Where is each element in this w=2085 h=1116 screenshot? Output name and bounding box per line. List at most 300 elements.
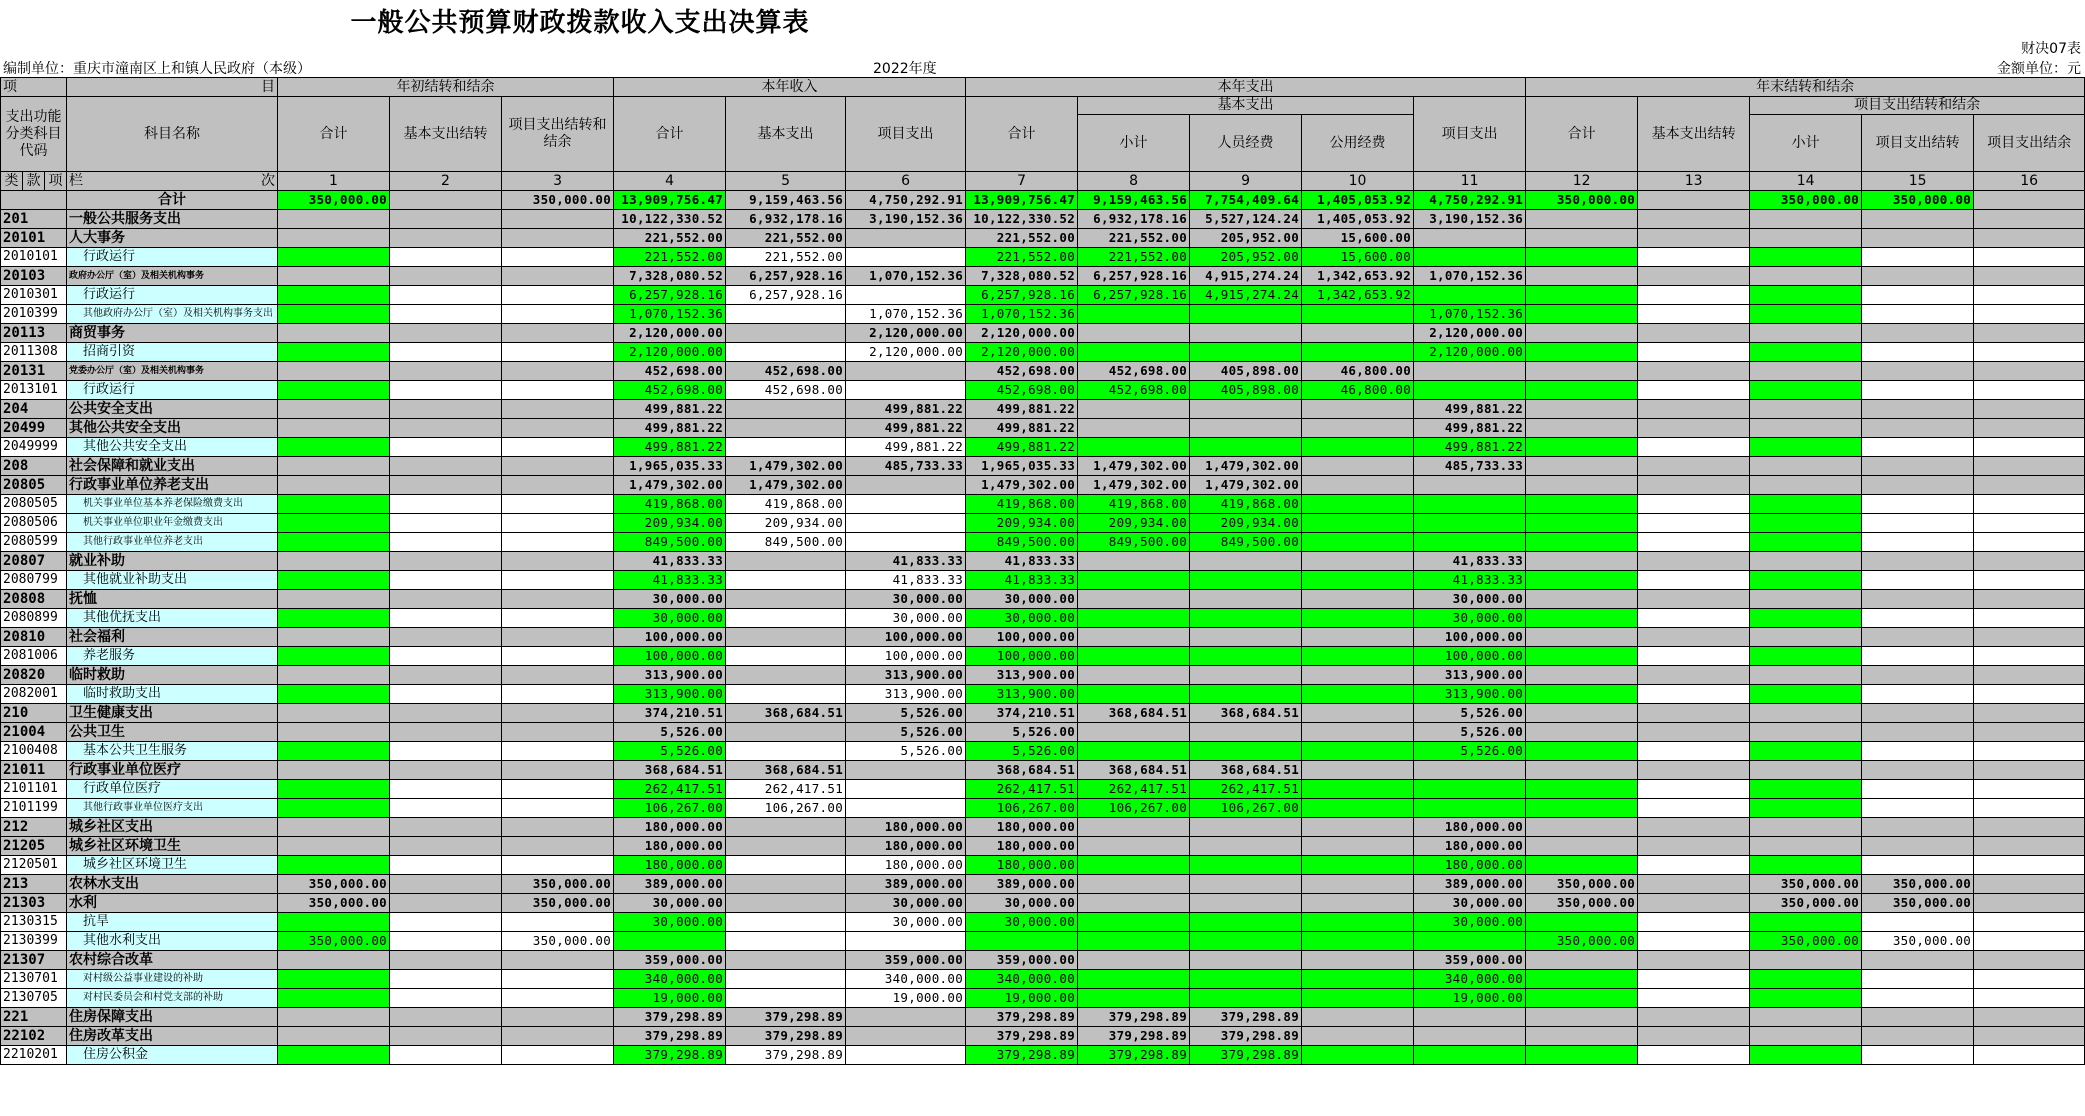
cell-col-2 (390, 457, 502, 476)
cell-col-1 (278, 856, 390, 875)
cell-col-7: 379,298.89 (966, 1027, 1078, 1046)
table-row (1, 381, 2085, 400)
cell-col-13 (1638, 229, 1750, 248)
cell-col-2 (390, 476, 502, 495)
budget-table (0, 77, 2085, 1065)
cell-col-15 (1862, 704, 1974, 723)
cell-col-12 (1526, 1046, 1638, 1065)
cell-col-14 (1750, 856, 1862, 875)
cell-col-3 (502, 856, 614, 875)
cell-col-12 (1526, 362, 1638, 381)
cell-col-8 (1078, 932, 1190, 951)
row-code: 2101199 (1, 799, 67, 818)
cell-col-12 (1526, 514, 1638, 533)
cell-col-6 (846, 229, 966, 248)
cell-col-9 (1190, 400, 1302, 419)
cell-col-15 (1862, 742, 1974, 761)
cell-col-4: 419,868.00 (614, 495, 726, 514)
cell-col-10 (1302, 552, 1414, 571)
cell-col-8 (1078, 571, 1190, 590)
cell-col-15 (1862, 989, 1974, 1008)
cell-col-7 (966, 932, 1078, 951)
cell-col-10: 46,800.00 (1302, 381, 1414, 400)
row-code: 20810 (1, 628, 67, 647)
header-code: 支出功能分类科目代码 (1, 97, 67, 172)
cell-col-6 (846, 514, 966, 533)
cell-col-4: 389,000.00 (614, 875, 726, 894)
cell-col-10 (1302, 495, 1414, 514)
row-name: 城乡社区环境卫生 (67, 856, 278, 875)
cell-col-2 (390, 894, 502, 913)
cell-col-15 (1862, 267, 1974, 286)
cell-col-3 (502, 837, 614, 856)
cell-col-11: 180,000.00 (1414, 818, 1526, 837)
cell-col-12 (1526, 837, 1638, 856)
cell-col-8 (1078, 343, 1190, 362)
year-label: 2022年度 (873, 61, 937, 77)
header-income-basic: 基本支出 (726, 97, 846, 172)
cell-col-1 (278, 305, 390, 324)
table-row (1, 818, 2085, 837)
cell-col-16 (1974, 875, 2085, 894)
cell-col-8: 379,298.89 (1078, 1008, 1190, 1027)
cell-col-9: 106,267.00 (1190, 799, 1302, 818)
cell-col-10: 46,800.00 (1302, 362, 1414, 381)
cell-col-7: 30,000.00 (966, 609, 1078, 628)
cell-col-16 (1974, 438, 2085, 457)
cell-col-3 (502, 381, 614, 400)
cell-col-4: 2,120,000.00 (614, 324, 726, 343)
table-row (1, 970, 2085, 989)
cell-col-8: 221,552.00 (1078, 229, 1190, 248)
row-code: 213 (1, 875, 67, 894)
cell-col-10 (1302, 571, 1414, 590)
cell-col-4: 30,000.00 (614, 609, 726, 628)
cell-col-16 (1974, 913, 2085, 932)
cell-col-11 (1414, 514, 1526, 533)
row-name: 临时救助 (67, 666, 278, 685)
table-row (1, 438, 2085, 457)
cell-col-1 (278, 400, 390, 419)
cell-col-1 (278, 381, 390, 400)
header-expense-proj: 项目支出 (1414, 97, 1526, 172)
column-number: 10 (1302, 172, 1414, 191)
cell-col-16 (1974, 894, 2085, 913)
cell-col-9 (1190, 343, 1302, 362)
cell-col-13 (1638, 666, 1750, 685)
cell-col-5 (726, 590, 846, 609)
cell-col-7: 499,881.22 (966, 400, 1078, 419)
cell-col-5: 6,257,928.16 (726, 267, 846, 286)
cell-col-16 (1974, 761, 2085, 780)
cell-col-4: 368,684.51 (614, 761, 726, 780)
row-name: 党委办公厅（室）及相关机构事务 (67, 362, 278, 381)
cell-col-3 (502, 628, 614, 647)
column-number: 1 (278, 172, 390, 191)
cell-col-4: 379,298.89 (614, 1046, 726, 1065)
cell-col-15 (1862, 1008, 1974, 1027)
cell-col-1 (278, 419, 390, 438)
cell-col-11: 313,900.00 (1414, 666, 1526, 685)
cell-col-14 (1750, 305, 1862, 324)
cell-col-7: 1,070,152.36 (966, 305, 1078, 324)
cell-col-2 (390, 495, 502, 514)
cell-col-13 (1638, 343, 1750, 362)
cell-col-15 (1862, 818, 1974, 837)
cell-col-6 (846, 476, 966, 495)
header-end-subtotal: 小计 (1750, 115, 1862, 172)
cell-col-9: 849,500.00 (1190, 533, 1302, 552)
cell-col-5: 379,298.89 (726, 1046, 846, 1065)
cell-col-5: 221,552.00 (726, 248, 846, 267)
cell-col-11 (1414, 248, 1526, 267)
cell-col-14 (1750, 571, 1862, 590)
cell-col-8 (1078, 305, 1190, 324)
column-number: 7 (966, 172, 1078, 191)
cell-col-14 (1750, 419, 1862, 438)
cell-col-16 (1974, 818, 2085, 837)
header-begin-proj: 项目支出结转和结余 (502, 97, 614, 172)
cell-col-8: 209,934.00 (1078, 514, 1190, 533)
cell-col-16 (1974, 951, 2085, 970)
cell-col-1 (278, 799, 390, 818)
cell-col-1 (278, 742, 390, 761)
cell-col-13 (1638, 780, 1750, 799)
cell-col-7: 1,965,035.33 (966, 457, 1078, 476)
row-name: 行政运行 (67, 286, 278, 305)
cell-col-6: 5,526.00 (846, 704, 966, 723)
cell-col-5 (726, 324, 846, 343)
cell-col-8: 6,932,178.16 (1078, 210, 1190, 229)
cell-col-2 (390, 381, 502, 400)
cell-col-6 (846, 1046, 966, 1065)
cell-col-6: 485,733.33 (846, 457, 966, 476)
cell-col-6 (846, 780, 966, 799)
cell-col-14 (1750, 248, 1862, 267)
cell-col-10 (1302, 799, 1414, 818)
cell-col-12 (1526, 571, 1638, 590)
cell-col-9: 205,952.00 (1190, 248, 1302, 267)
cell-col-15 (1862, 1046, 1974, 1065)
row-code: 20808 (1, 590, 67, 609)
cell-col-2 (390, 970, 502, 989)
cell-col-13 (1638, 818, 1750, 837)
cell-col-9: 405,898.00 (1190, 362, 1302, 381)
cell-col-5: 419,868.00 (726, 495, 846, 514)
row-code: 2010301 (1, 286, 67, 305)
cell-col-11: 180,000.00 (1414, 856, 1526, 875)
cell-col-4: 2,120,000.00 (614, 343, 726, 362)
row-name: 其他优抚支出 (67, 609, 278, 628)
cell-col-6: 499,881.22 (846, 419, 966, 438)
cell-col-14 (1750, 628, 1862, 647)
cell-col-5 (726, 856, 846, 875)
cell-col-4: 19,000.00 (614, 989, 726, 1008)
cell-col-14 (1750, 343, 1862, 362)
cell-col-4: 374,210.51 (614, 704, 726, 723)
cell-col-1 (278, 495, 390, 514)
cell-col-7: 5,526.00 (966, 742, 1078, 761)
cell-col-6: 359,000.00 (846, 951, 966, 970)
column-number: 5 (726, 172, 846, 191)
cell-col-4: 499,881.22 (614, 419, 726, 438)
cell-col-1 (278, 951, 390, 970)
cell-col-14: 350,000.00 (1750, 191, 1862, 210)
cell-col-8 (1078, 685, 1190, 704)
cell-col-5 (726, 723, 846, 742)
cell-col-9: 368,684.51 (1190, 704, 1302, 723)
cell-col-2 (390, 229, 502, 248)
cell-col-12: 350,000.00 (1526, 191, 1638, 210)
cell-col-14 (1750, 609, 1862, 628)
cell-col-4: 340,000.00 (614, 970, 726, 989)
row-code: 2010399 (1, 305, 67, 324)
cell-col-12 (1526, 552, 1638, 571)
cell-col-6 (846, 533, 966, 552)
cell-col-11: 340,000.00 (1414, 970, 1526, 989)
row-code: 2011308 (1, 343, 67, 362)
cell-col-15 (1862, 343, 1974, 362)
cell-col-13 (1638, 1027, 1750, 1046)
cell-col-13 (1638, 894, 1750, 913)
cell-col-13 (1638, 267, 1750, 286)
cell-col-6: 499,881.22 (846, 400, 966, 419)
cell-col-11: 5,526.00 (1414, 742, 1526, 761)
cell-col-4: 30,000.00 (614, 913, 726, 932)
cell-col-2 (390, 362, 502, 381)
cell-col-8: 262,417.51 (1078, 780, 1190, 799)
cell-col-6 (846, 362, 966, 381)
cell-col-11 (1414, 1008, 1526, 1027)
cell-col-14 (1750, 267, 1862, 286)
cell-col-16 (1974, 191, 2085, 210)
cell-col-11 (1414, 495, 1526, 514)
cell-col-12 (1526, 951, 1638, 970)
cell-col-6 (846, 761, 966, 780)
cell-col-3 (502, 533, 614, 552)
cell-col-4: 180,000.00 (614, 818, 726, 837)
cell-col-1 (278, 1008, 390, 1027)
cell-col-15 (1862, 666, 1974, 685)
cell-col-3 (502, 913, 614, 932)
cell-col-13 (1638, 400, 1750, 419)
cell-col-15 (1862, 837, 1974, 856)
cell-col-4: 499,881.22 (614, 438, 726, 457)
cell-col-2 (390, 343, 502, 362)
row-code: 2049999 (1, 438, 67, 457)
column-number: 15 (1862, 172, 1974, 191)
cell-col-5 (726, 837, 846, 856)
cell-col-9: 262,417.51 (1190, 780, 1302, 799)
cell-col-9 (1190, 932, 1302, 951)
cell-col-2 (390, 818, 502, 837)
cell-col-8: 379,298.89 (1078, 1027, 1190, 1046)
cell-col-3 (502, 324, 614, 343)
cell-col-14 (1750, 514, 1862, 533)
cell-col-16 (1974, 457, 2085, 476)
row-code: 2101101 (1, 780, 67, 799)
header-begin-basic: 基本支出结转 (390, 97, 502, 172)
cell-col-6 (846, 495, 966, 514)
cell-col-14 (1750, 1046, 1862, 1065)
cell-col-12 (1526, 628, 1638, 647)
cell-col-11 (1414, 932, 1526, 951)
cell-col-14: 350,000.00 (1750, 894, 1862, 913)
column-number: 4 (614, 172, 726, 191)
cell-col-5: 368,684.51 (726, 761, 846, 780)
cell-col-11 (1414, 761, 1526, 780)
cell-col-15: 350,000.00 (1862, 191, 1974, 210)
cell-col-16 (1974, 343, 2085, 362)
cell-col-11 (1414, 1046, 1526, 1065)
cell-col-7: 100,000.00 (966, 647, 1078, 666)
cell-col-9: 1,479,302.00 (1190, 457, 1302, 476)
cell-col-2 (390, 856, 502, 875)
cell-col-10 (1302, 324, 1414, 343)
cell-col-13 (1638, 723, 1750, 742)
cell-col-9 (1190, 609, 1302, 628)
cell-col-9 (1190, 571, 1302, 590)
cell-col-5 (726, 647, 846, 666)
cell-col-14 (1750, 400, 1862, 419)
cell-col-15 (1862, 647, 1974, 666)
cell-col-7: 849,500.00 (966, 533, 1078, 552)
cell-col-10: 15,600.00 (1302, 229, 1414, 248)
cell-col-1: 350,000.00 (278, 875, 390, 894)
cell-col-11 (1414, 362, 1526, 381)
cell-col-16 (1974, 552, 2085, 571)
cell-col-13 (1638, 1046, 1750, 1065)
cell-col-16 (1974, 1027, 2085, 1046)
cell-col-11: 2,120,000.00 (1414, 324, 1526, 343)
cell-col-3 (502, 552, 614, 571)
cell-col-9 (1190, 324, 1302, 343)
row-name: 其他政府办公厅（室）及相关机构事务支出 (67, 305, 278, 324)
cell-col-10 (1302, 951, 1414, 970)
cell-col-16 (1974, 685, 2085, 704)
header-mu: 目 (67, 78, 278, 97)
cell-col-7: 313,900.00 (966, 685, 1078, 704)
cell-col-14 (1750, 704, 1862, 723)
cell-col-3 (502, 989, 614, 1008)
cell-col-14 (1750, 723, 1862, 742)
cell-col-1 (278, 989, 390, 1008)
cell-col-7: 41,833.33 (966, 571, 1078, 590)
cell-col-9 (1190, 818, 1302, 837)
row-name: 商贸事务 (67, 324, 278, 343)
table-row (1, 533, 2085, 552)
cell-col-10 (1302, 1027, 1414, 1046)
cell-col-5 (726, 989, 846, 1008)
row-name: 抗旱 (67, 913, 278, 932)
cell-col-5 (726, 571, 846, 590)
cell-col-11 (1414, 286, 1526, 305)
cell-col-10 (1302, 305, 1414, 324)
cell-col-1 (278, 552, 390, 571)
cell-col-16 (1974, 837, 2085, 856)
column-number: 14 (1750, 172, 1862, 191)
row-name: 农林水支出 (67, 875, 278, 894)
cell-col-13 (1638, 951, 1750, 970)
table-row (1, 514, 2085, 533)
cell-col-5 (726, 932, 846, 951)
cell-col-8 (1078, 818, 1190, 837)
row-code: 2120501 (1, 856, 67, 875)
cell-col-8: 6,257,928.16 (1078, 286, 1190, 305)
cell-col-12 (1526, 457, 1638, 476)
cell-col-13 (1638, 742, 1750, 761)
cell-col-6: 30,000.00 (846, 913, 966, 932)
row-name: 抚恤 (67, 590, 278, 609)
cell-col-7: 10,122,330.52 (966, 210, 1078, 229)
cell-col-13 (1638, 210, 1750, 229)
cell-col-15 (1862, 324, 1974, 343)
cell-col-10 (1302, 989, 1414, 1008)
cell-col-12 (1526, 1008, 1638, 1027)
cell-col-16 (1974, 324, 2085, 343)
table-row (1, 761, 2085, 780)
table-row (1, 571, 2085, 590)
cell-col-5: 221,552.00 (726, 229, 846, 248)
cell-col-10 (1302, 647, 1414, 666)
cell-col-3 (502, 818, 614, 837)
cell-col-9 (1190, 894, 1302, 913)
cell-col-15 (1862, 571, 1974, 590)
cell-col-1 (278, 210, 390, 229)
cell-col-15 (1862, 286, 1974, 305)
cell-col-6: 5,526.00 (846, 742, 966, 761)
cell-col-9: 419,868.00 (1190, 495, 1302, 514)
cell-col-8 (1078, 438, 1190, 457)
cell-col-9: 7,754,409.64 (1190, 191, 1302, 210)
cell-col-8 (1078, 875, 1190, 894)
table-row (1, 229, 2085, 248)
cell-col-12 (1526, 286, 1638, 305)
cell-col-1 (278, 476, 390, 495)
cell-col-11: 30,000.00 (1414, 590, 1526, 609)
header-expense-personnel: 人员经费 (1190, 115, 1302, 172)
cell-col-11: 180,000.00 (1414, 837, 1526, 856)
cell-col-12 (1526, 305, 1638, 324)
cell-col-6: 389,000.00 (846, 875, 966, 894)
cell-col-8 (1078, 989, 1190, 1008)
cell-col-5 (726, 875, 846, 894)
cell-col-9 (1190, 305, 1302, 324)
cell-col-11: 1,070,152.36 (1414, 305, 1526, 324)
table-body (1, 191, 2085, 1065)
cell-col-15 (1862, 438, 1974, 457)
unit-label: 金额单位：元 (1997, 61, 2081, 77)
cell-col-5 (726, 685, 846, 704)
cell-col-5: 106,267.00 (726, 799, 846, 818)
cell-col-3 (502, 609, 614, 628)
cell-col-3 (502, 343, 614, 362)
cell-col-16 (1974, 210, 2085, 229)
cell-col-4: 180,000.00 (614, 856, 726, 875)
cell-col-6: 2,120,000.00 (846, 324, 966, 343)
cell-col-6: 100,000.00 (846, 628, 966, 647)
cell-col-1: 350,000.00 (278, 932, 390, 951)
cell-col-16 (1974, 476, 2085, 495)
cell-col-12 (1526, 590, 1638, 609)
cell-col-16 (1974, 362, 2085, 381)
cell-col-13 (1638, 799, 1750, 818)
header-expense-subtotal: 小计 (1078, 115, 1190, 172)
cell-col-7: 180,000.00 (966, 818, 1078, 837)
cell-col-5 (726, 438, 846, 457)
cell-col-8 (1078, 552, 1190, 571)
cell-col-8: 452,698.00 (1078, 381, 1190, 400)
